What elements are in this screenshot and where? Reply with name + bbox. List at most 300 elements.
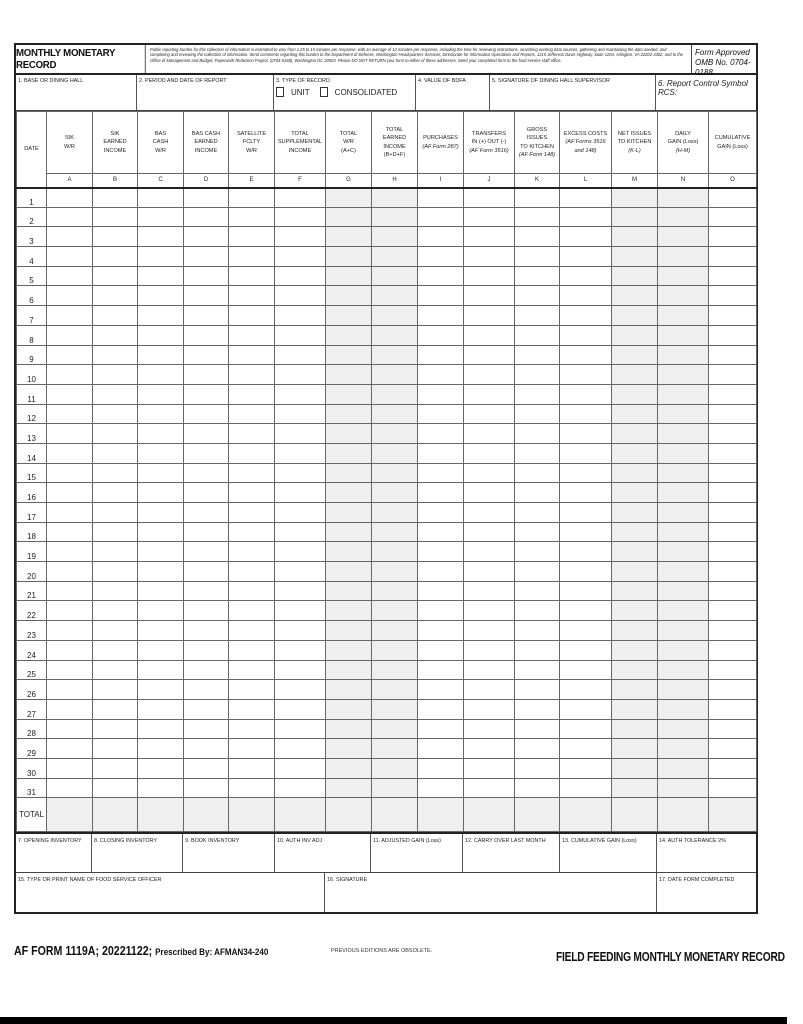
cell-a[interactable] [47, 699, 93, 719]
cell-b[interactable] [93, 562, 138, 582]
cell-l[interactable] [560, 542, 612, 562]
cell-i[interactable] [418, 680, 464, 700]
cell-f[interactable] [275, 542, 326, 562]
cell-a[interactable] [47, 758, 93, 778]
cell-h[interactable] [372, 542, 418, 562]
cell-a[interactable] [47, 581, 93, 601]
cell-l[interactable] [560, 660, 612, 680]
cell-h[interactable] [372, 660, 418, 680]
cell-e[interactable] [229, 562, 275, 582]
cell-k[interactable] [515, 443, 560, 463]
cell-k[interactable] [515, 306, 560, 326]
cell-h[interactable] [372, 325, 418, 345]
cell-i[interactable] [418, 463, 464, 483]
total-cell-b[interactable] [93, 798, 138, 832]
cell-h[interactable] [372, 522, 418, 542]
cell-l[interactable] [560, 503, 612, 523]
cell-h[interactable] [372, 581, 418, 601]
cell-d[interactable] [184, 207, 229, 227]
cell-h[interactable] [372, 778, 418, 798]
cell-c[interactable] [138, 188, 184, 208]
cell-o[interactable] [709, 601, 757, 621]
cell-g[interactable] [326, 758, 372, 778]
cell-n[interactable] [658, 286, 709, 306]
cell-b[interactable] [93, 266, 138, 286]
cell-f[interactable] [275, 601, 326, 621]
cell-i[interactable] [418, 306, 464, 326]
cell-h[interactable] [372, 424, 418, 444]
cell-b[interactable] [93, 739, 138, 759]
date-completed-field[interactable] [657, 873, 756, 912]
cell-j[interactable] [464, 778, 515, 798]
cell-e[interactable] [229, 778, 275, 798]
cell-e[interactable] [229, 247, 275, 267]
cell-g[interactable] [326, 621, 372, 641]
cell-g[interactable] [326, 581, 372, 601]
cell-i[interactable] [418, 286, 464, 306]
cell-d[interactable] [184, 699, 229, 719]
cell-f[interactable] [275, 503, 326, 523]
cell-c[interactable] [138, 404, 184, 424]
cell-k[interactable] [515, 758, 560, 778]
adjusted-gain-field[interactable] [371, 834, 463, 873]
cell-k[interactable] [515, 739, 560, 759]
cell-e[interactable] [229, 699, 275, 719]
cell-n[interactable] [658, 207, 709, 227]
cell-n[interactable] [658, 542, 709, 562]
cell-h[interactable] [372, 640, 418, 660]
cell-a[interactable] [47, 443, 93, 463]
cell-h[interactable] [372, 266, 418, 286]
cell-c[interactable] [138, 758, 184, 778]
cell-j[interactable] [464, 719, 515, 739]
unit-checkbox[interactable] [276, 87, 284, 97]
cell-j[interactable] [464, 483, 515, 503]
cell-o[interactable] [709, 384, 757, 404]
cell-l[interactable] [560, 227, 612, 247]
cell-d[interactable] [184, 503, 229, 523]
cell-l[interactable] [560, 384, 612, 404]
total-cell-a[interactable] [47, 798, 93, 832]
cell-n[interactable] [658, 404, 709, 424]
cell-m[interactable] [612, 778, 658, 798]
cell-d[interactable] [184, 758, 229, 778]
cell-d[interactable] [184, 365, 229, 385]
cell-l[interactable] [560, 562, 612, 582]
cell-g[interactable] [326, 404, 372, 424]
cell-f[interactable] [275, 640, 326, 660]
cell-k[interactable] [515, 542, 560, 562]
cell-j[interactable] [464, 463, 515, 483]
total-cell-k[interactable] [515, 798, 560, 832]
cell-c[interactable] [138, 266, 184, 286]
cell-h[interactable] [372, 345, 418, 365]
cell-f[interactable] [275, 384, 326, 404]
cell-k[interactable] [515, 227, 560, 247]
cell-f[interactable] [275, 621, 326, 641]
cell-n[interactable] [658, 680, 709, 700]
cell-a[interactable] [47, 542, 93, 562]
cell-g[interactable] [326, 640, 372, 660]
cell-m[interactable] [612, 188, 658, 208]
cell-i[interactable] [418, 522, 464, 542]
cell-n[interactable] [658, 522, 709, 542]
cell-k[interactable] [515, 719, 560, 739]
cell-b[interactable] [93, 601, 138, 621]
cell-i[interactable] [418, 345, 464, 365]
closing-inventory-field[interactable] [92, 834, 183, 873]
cell-n[interactable] [658, 739, 709, 759]
cell-o[interactable] [709, 404, 757, 424]
cell-n[interactable] [658, 601, 709, 621]
cell-c[interactable] [138, 699, 184, 719]
cell-c[interactable] [138, 522, 184, 542]
cell-a[interactable] [47, 424, 93, 444]
cell-m[interactable] [612, 463, 658, 483]
cell-n[interactable] [658, 247, 709, 267]
cell-f[interactable] [275, 247, 326, 267]
cell-a[interactable] [47, 207, 93, 227]
cell-j[interactable] [464, 443, 515, 463]
cell-b[interactable] [93, 384, 138, 404]
cell-a[interactable] [47, 483, 93, 503]
cell-i[interactable] [418, 660, 464, 680]
cell-i[interactable] [418, 542, 464, 562]
cell-h[interactable] [372, 188, 418, 208]
cell-g[interactable] [326, 188, 372, 208]
cell-m[interactable] [612, 640, 658, 660]
cell-i[interactable] [418, 758, 464, 778]
cell-j[interactable] [464, 424, 515, 444]
cell-n[interactable] [658, 660, 709, 680]
cell-m[interactable] [612, 266, 658, 286]
cell-e[interactable] [229, 443, 275, 463]
cell-c[interactable] [138, 247, 184, 267]
cell-b[interactable] [93, 424, 138, 444]
cell-i[interactable] [418, 640, 464, 660]
cell-d[interactable] [184, 601, 229, 621]
cell-e[interactable] [229, 463, 275, 483]
cell-c[interactable] [138, 384, 184, 404]
cell-c[interactable] [138, 365, 184, 385]
cell-e[interactable] [229, 719, 275, 739]
cell-j[interactable] [464, 384, 515, 404]
cell-l[interactable] [560, 266, 612, 286]
cell-d[interactable] [184, 660, 229, 680]
base-field[interactable] [16, 75, 137, 110]
cell-k[interactable] [515, 660, 560, 680]
cell-l[interactable] [560, 758, 612, 778]
cell-m[interactable] [612, 660, 658, 680]
cell-k[interactable] [515, 522, 560, 542]
cell-a[interactable] [47, 227, 93, 247]
cell-g[interactable] [326, 483, 372, 503]
cell-l[interactable] [560, 463, 612, 483]
cell-f[interactable] [275, 188, 326, 208]
cell-g[interactable] [326, 227, 372, 247]
cell-e[interactable] [229, 266, 275, 286]
cell-d[interactable] [184, 463, 229, 483]
cell-i[interactable] [418, 325, 464, 345]
cell-g[interactable] [326, 384, 372, 404]
cell-l[interactable] [560, 719, 612, 739]
cell-l[interactable] [560, 443, 612, 463]
cell-k[interactable] [515, 621, 560, 641]
cell-f[interactable] [275, 463, 326, 483]
cell-g[interactable] [326, 739, 372, 759]
cell-h[interactable] [372, 463, 418, 483]
cell-e[interactable] [229, 424, 275, 444]
auth-tolerance-field[interactable] [657, 834, 756, 873]
cell-f[interactable] [275, 739, 326, 759]
cell-e[interactable] [229, 640, 275, 660]
cell-e[interactable] [229, 345, 275, 365]
cell-o[interactable] [709, 483, 757, 503]
cell-h[interactable] [372, 680, 418, 700]
cell-b[interactable] [93, 640, 138, 660]
officer-signature-field[interactable] [325, 873, 657, 912]
cell-i[interactable] [418, 188, 464, 208]
cell-i[interactable] [418, 581, 464, 601]
cell-j[interactable] [464, 581, 515, 601]
cell-e[interactable] [229, 758, 275, 778]
cell-b[interactable] [93, 621, 138, 641]
cell-g[interactable] [326, 286, 372, 306]
cell-j[interactable] [464, 306, 515, 326]
cell-f[interactable] [275, 680, 326, 700]
cell-o[interactable] [709, 581, 757, 601]
cell-n[interactable] [658, 384, 709, 404]
cell-l[interactable] [560, 699, 612, 719]
cell-n[interactable] [658, 562, 709, 582]
cell-d[interactable] [184, 640, 229, 660]
cell-j[interactable] [464, 660, 515, 680]
cell-g[interactable] [326, 660, 372, 680]
total-cell-m[interactable] [612, 798, 658, 832]
cell-i[interactable] [418, 739, 464, 759]
cell-f[interactable] [275, 483, 326, 503]
cell-h[interactable] [372, 739, 418, 759]
cell-o[interactable] [709, 719, 757, 739]
cell-d[interactable] [184, 384, 229, 404]
cell-k[interactable] [515, 266, 560, 286]
cell-b[interactable] [93, 699, 138, 719]
cell-o[interactable] [709, 680, 757, 700]
cell-l[interactable] [560, 601, 612, 621]
cell-a[interactable] [47, 286, 93, 306]
cell-o[interactable] [709, 699, 757, 719]
cell-l[interactable] [560, 345, 612, 365]
cell-i[interactable] [418, 503, 464, 523]
opening-inventory-field[interactable] [16, 834, 92, 873]
cell-h[interactable] [372, 562, 418, 582]
cell-k[interactable] [515, 345, 560, 365]
cell-g[interactable] [326, 247, 372, 267]
cell-n[interactable] [658, 483, 709, 503]
cell-e[interactable] [229, 621, 275, 641]
cell-d[interactable] [184, 424, 229, 444]
cell-m[interactable] [612, 306, 658, 326]
cell-e[interactable] [229, 188, 275, 208]
total-cell-d[interactable] [184, 798, 229, 832]
cell-h[interactable] [372, 699, 418, 719]
cell-b[interactable] [93, 778, 138, 798]
cell-o[interactable] [709, 621, 757, 641]
cell-l[interactable] [560, 365, 612, 385]
cell-g[interactable] [326, 601, 372, 621]
cell-m[interactable] [612, 581, 658, 601]
cell-a[interactable] [47, 384, 93, 404]
cell-m[interactable] [612, 443, 658, 463]
cell-b[interactable] [93, 227, 138, 247]
cell-m[interactable] [612, 542, 658, 562]
cell-e[interactable] [229, 601, 275, 621]
cell-o[interactable] [709, 443, 757, 463]
total-cell-h[interactable] [372, 798, 418, 832]
cell-n[interactable] [658, 621, 709, 641]
cell-h[interactable] [372, 719, 418, 739]
cell-m[interactable] [612, 483, 658, 503]
cell-i[interactable] [418, 365, 464, 385]
cell-g[interactable] [326, 424, 372, 444]
cell-e[interactable] [229, 503, 275, 523]
cell-d[interactable] [184, 739, 229, 759]
cell-c[interactable] [138, 463, 184, 483]
cumulative-gain-field[interactable] [560, 834, 657, 873]
total-cell-l[interactable] [560, 798, 612, 832]
cell-o[interactable] [709, 227, 757, 247]
cell-m[interactable] [612, 384, 658, 404]
cell-f[interactable] [275, 325, 326, 345]
cell-l[interactable] [560, 778, 612, 798]
cell-m[interactable] [612, 286, 658, 306]
carry-over-field[interactable] [463, 834, 560, 873]
cell-o[interactable] [709, 778, 757, 798]
cell-a[interactable] [47, 739, 93, 759]
cell-m[interactable] [612, 562, 658, 582]
cell-h[interactable] [372, 247, 418, 267]
cell-m[interactable] [612, 325, 658, 345]
cell-c[interactable] [138, 286, 184, 306]
cell-h[interactable] [372, 306, 418, 326]
cell-d[interactable] [184, 247, 229, 267]
cell-o[interactable] [709, 365, 757, 385]
cell-i[interactable] [418, 266, 464, 286]
cell-m[interactable] [612, 758, 658, 778]
cell-a[interactable] [47, 345, 93, 365]
total-cell-f[interactable] [275, 798, 326, 832]
cell-a[interactable] [47, 680, 93, 700]
cell-j[interactable] [464, 503, 515, 523]
cell-c[interactable] [138, 306, 184, 326]
total-cell-i[interactable] [418, 798, 464, 832]
total-cell-c[interactable] [138, 798, 184, 832]
cell-a[interactable] [47, 306, 93, 326]
cell-i[interactable] [418, 699, 464, 719]
cell-h[interactable] [372, 443, 418, 463]
cell-b[interactable] [93, 680, 138, 700]
cell-d[interactable] [184, 680, 229, 700]
cell-h[interactable] [372, 404, 418, 424]
cell-f[interactable] [275, 699, 326, 719]
cell-a[interactable] [47, 660, 93, 680]
cell-i[interactable] [418, 207, 464, 227]
cell-d[interactable] [184, 404, 229, 424]
cell-e[interactable] [229, 660, 275, 680]
cell-g[interactable] [326, 699, 372, 719]
cell-n[interactable] [658, 463, 709, 483]
cell-b[interactable] [93, 306, 138, 326]
cell-h[interactable] [372, 286, 418, 306]
cell-l[interactable] [560, 739, 612, 759]
cell-b[interactable] [93, 660, 138, 680]
cell-i[interactable] [418, 424, 464, 444]
cell-c[interactable] [138, 621, 184, 641]
cell-k[interactable] [515, 365, 560, 385]
cell-d[interactable] [184, 325, 229, 345]
cell-l[interactable] [560, 325, 612, 345]
cell-i[interactable] [418, 247, 464, 267]
cell-m[interactable] [612, 699, 658, 719]
cell-m[interactable] [612, 601, 658, 621]
cell-k[interactable] [515, 188, 560, 208]
cell-e[interactable] [229, 207, 275, 227]
cell-i[interactable] [418, 227, 464, 247]
cell-k[interactable] [515, 680, 560, 700]
cell-c[interactable] [138, 207, 184, 227]
cell-o[interactable] [709, 463, 757, 483]
cell-o[interactable] [709, 522, 757, 542]
cell-h[interactable] [372, 365, 418, 385]
cell-c[interactable] [138, 581, 184, 601]
cell-i[interactable] [418, 483, 464, 503]
cell-o[interactable] [709, 503, 757, 523]
cell-c[interactable] [138, 719, 184, 739]
cell-f[interactable] [275, 266, 326, 286]
total-cell-n[interactable] [658, 798, 709, 832]
cell-n[interactable] [658, 640, 709, 660]
cell-f[interactable] [275, 778, 326, 798]
cell-g[interactable] [326, 266, 372, 286]
cell-j[interactable] [464, 562, 515, 582]
cell-k[interactable] [515, 640, 560, 660]
cell-a[interactable] [47, 365, 93, 385]
cell-e[interactable] [229, 680, 275, 700]
cell-a[interactable] [47, 621, 93, 641]
cell-f[interactable] [275, 286, 326, 306]
cell-b[interactable] [93, 247, 138, 267]
supervisor-signature-field[interactable] [490, 75, 656, 110]
cell-l[interactable] [560, 522, 612, 542]
cell-d[interactable] [184, 443, 229, 463]
cell-e[interactable] [229, 404, 275, 424]
consolidated-checkbox[interactable] [320, 87, 328, 97]
cell-d[interactable] [184, 483, 229, 503]
cell-d[interactable] [184, 266, 229, 286]
cell-d[interactable] [184, 345, 229, 365]
cell-m[interactable] [612, 345, 658, 365]
cell-a[interactable] [47, 325, 93, 345]
cell-l[interactable] [560, 581, 612, 601]
cell-j[interactable] [464, 365, 515, 385]
cell-m[interactable] [612, 404, 658, 424]
cell-k[interactable] [515, 207, 560, 227]
cell-o[interactable] [709, 345, 757, 365]
cell-h[interactable] [372, 601, 418, 621]
cell-j[interactable] [464, 640, 515, 660]
cell-b[interactable] [93, 325, 138, 345]
cell-l[interactable] [560, 306, 612, 326]
